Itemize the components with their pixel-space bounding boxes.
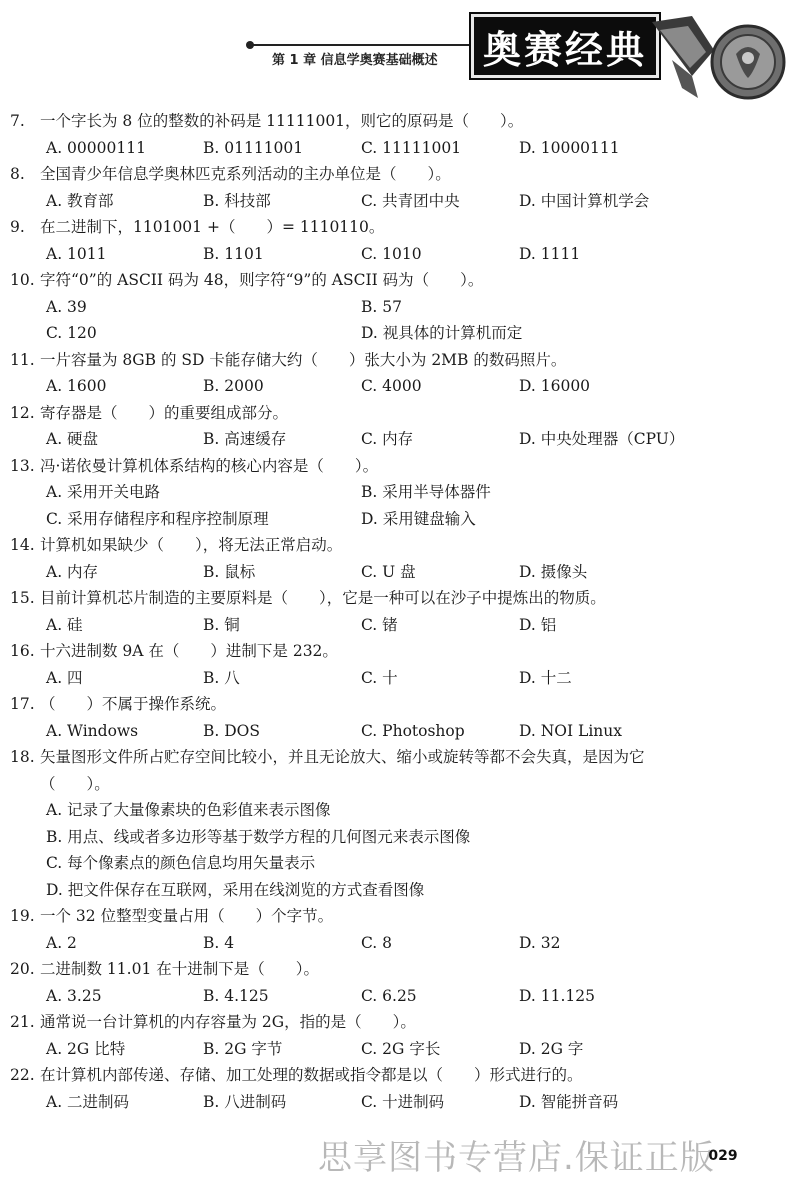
answer-option: A. 硬盘 — [46, 430, 99, 448]
question-text: 通常说一台计算机的内存容量为 2G，指的是（ ）。 — [40, 1013, 416, 1031]
question-stem — [0, 956, 790, 983]
answer-option: B. 1101 — [203, 244, 264, 263]
question-text: 在计算机内部传递、存储、加工处理的数据或指令都是以（ ）形式进行的。 — [40, 1066, 583, 1084]
answer-option: D. 智能拼音码 — [519, 1092, 619, 1111]
answer-option: B. 八进制码 — [203, 1092, 287, 1111]
question-item — [0, 108, 790, 161]
question-stem — [0, 453, 790, 480]
answer-option: D. 把文件保存在互联网，采用在线浏览的方式查看图像 — [46, 880, 425, 899]
options-row — [0, 373, 790, 400]
question-item — [0, 903, 790, 956]
question-text: 寄存器是（ ）的重要组成部分。 — [40, 403, 289, 422]
options-row — [0, 479, 790, 506]
answer-option: B. 4.125 — [203, 986, 269, 1005]
answer-option: C. 120 — [46, 324, 97, 342]
answer-option: D. 视具体的计算机而定 — [361, 324, 523, 342]
question-number: 19. — [10, 907, 35, 925]
answer-option: B. 2000 — [203, 377, 264, 395]
question-stem — [0, 1009, 790, 1036]
options-row — [0, 135, 790, 162]
question-item — [0, 347, 790, 400]
question-number: 12. — [10, 403, 35, 422]
answer-option: B. 01111001 — [203, 138, 304, 157]
answer-option: A. 1011 — [46, 244, 107, 263]
answer-option: D. 中央处理器（CPU） — [519, 430, 685, 448]
answer-option: D. 1111 — [519, 244, 581, 263]
question-number: 13. — [10, 456, 35, 475]
answer-option: D. 十二 — [519, 668, 572, 687]
options-row — [0, 559, 790, 586]
question-item — [0, 161, 790, 214]
question-stem — [0, 638, 790, 665]
options-row — [0, 877, 790, 904]
question-text: 字符“0”的 ASCII 码为 48，则字符“9”的 ASCII 码为（ ）。 — [40, 271, 484, 289]
answer-option: C. 锗 — [361, 615, 398, 634]
answer-option: A. 内存 — [46, 562, 99, 581]
question-stem — [0, 744, 790, 771]
answer-option: B. 铜 — [203, 615, 240, 634]
question-text: 全国青少年信息学奥林匹克系列活动的主办单位是（ ）。 — [40, 165, 451, 183]
question-stem — [0, 1062, 790, 1089]
answer-option: D. 11.125 — [519, 986, 595, 1005]
question-number: 20. — [10, 960, 35, 978]
answer-option: B. 用点、线或者多边形等基于数学方程的几何图元来表示图像 — [46, 827, 471, 846]
answer-option: C. 6.25 — [361, 986, 417, 1005]
options-row — [0, 850, 790, 877]
answer-option: C. U 盘 — [361, 562, 416, 581]
answer-option: A. 1600 — [46, 377, 107, 395]
question-text: 目前计算机芯片制造的主要原料是（ ），它是一种可以在沙子中提炼出的物质。 — [40, 589, 606, 607]
question-number: 9. — [10, 218, 25, 236]
question-text: 十六进制数 9A 在（ ）进制下是 232。 — [40, 642, 338, 660]
question-list — [0, 108, 790, 1115]
answer-option: D. 2G 字 — [519, 1039, 584, 1058]
options-row — [0, 665, 790, 692]
question-stem — [0, 585, 790, 612]
answer-option: A. 2G 比特 — [46, 1039, 126, 1058]
header-rule — [250, 44, 472, 46]
question-number: 14. — [10, 536, 35, 554]
options-row — [0, 1036, 790, 1063]
answer-option: A. 2 — [46, 933, 77, 952]
question-item — [0, 638, 790, 691]
options-row — [0, 1089, 790, 1116]
answer-option: C. 1010 — [361, 244, 422, 263]
brand-title: 奥赛经典 — [482, 27, 647, 72]
question-text: 矢量图形文件所占贮存空间比较小，并且无论放大、缩小或旋转等都不会失真，是因为它 — [40, 748, 645, 766]
question-text: 二进制数 11.01 在十进制下是（ ）。 — [40, 960, 319, 978]
question-stem — [0, 691, 790, 718]
options-row — [0, 188, 790, 215]
answer-option: C. 每个像素点的颜色信息均用矢量表示 — [46, 854, 316, 872]
answer-option: A. 硅 — [46, 615, 83, 634]
answer-option: C. 11111001 — [361, 138, 462, 157]
answer-option: C. 8 — [361, 933, 393, 952]
answer-option: B. 鼠标 — [203, 562, 256, 581]
question-item — [0, 744, 790, 903]
answer-option: B. 57 — [361, 297, 402, 316]
question-number: 22. — [10, 1066, 35, 1084]
question-item — [0, 956, 790, 1009]
question-number: 11. — [10, 350, 35, 369]
question-stem — [0, 532, 790, 559]
answer-option: D. 铝 — [519, 615, 557, 634]
answer-option: C. 采用存储程序和程序控制原理 — [46, 509, 269, 528]
question-text: 一个字长为 8 位的整数的补码是 11111001，则它的原码是（ ）。 — [40, 112, 524, 130]
question-text: 一片容量为 8GB 的 SD 卡能存储大约（ ）张大小为 2MB 的数码照片。 — [40, 350, 567, 369]
answer-option: C. 十进制码 — [361, 1092, 445, 1111]
answer-option: A. 二进制码 — [46, 1092, 130, 1111]
options-row — [0, 426, 790, 453]
question-number: 21. — [10, 1013, 35, 1031]
question-stem — [0, 214, 790, 241]
chapter-title: 第 1 章 信息学奥赛基础概述 — [272, 53, 438, 68]
answer-option: A. 3.25 — [46, 986, 102, 1005]
question-item — [0, 214, 790, 267]
question-text: 在二进制下，1101001 +（ ）= 1110110。 — [40, 218, 385, 236]
question-text: 一个 32 位整型变量占用（ ）个字节。 — [40, 907, 334, 925]
options-row — [0, 506, 790, 533]
page-number: 029 — [708, 1148, 738, 1164]
answer-option: C. 内存 — [361, 430, 414, 448]
question-number: 8. — [10, 165, 25, 183]
answer-option: A. 39 — [46, 297, 87, 316]
question-number: 17. — [10, 695, 35, 713]
answer-option: A. Windows — [46, 721, 139, 740]
question-item — [0, 1062, 790, 1115]
question-number: 15. — [10, 589, 35, 607]
question-text: 计算机如果缺少（ ），将无法正常启动。 — [40, 536, 343, 554]
options-row — [0, 241, 790, 268]
answer-option: B. 八 — [203, 668, 240, 687]
answer-option: C. 2G 字长 — [361, 1039, 441, 1058]
question-number: 10. — [10, 271, 35, 289]
options-row — [0, 320, 790, 347]
question-text: （ ）不属于操作系统。 — [40, 695, 227, 713]
answer-option: C. 共青团中央 — [361, 191, 460, 210]
answer-option: C. Photoshop — [361, 721, 465, 740]
answer-option: D. 32 — [519, 933, 561, 952]
question-item — [0, 1009, 790, 1062]
answer-option: A. 00000111 — [46, 138, 146, 157]
question-text-continued: （ ）。 — [40, 774, 110, 793]
question-stem — [0, 347, 790, 374]
answer-option: A. 四 — [46, 668, 83, 687]
answer-option: B. 4 — [203, 933, 235, 952]
answer-option: B. DOS — [203, 721, 260, 740]
question-item — [0, 267, 790, 347]
answer-option: B. 采用半导体器件 — [361, 483, 491, 501]
question-stem — [0, 161, 790, 188]
options-row — [0, 612, 790, 639]
question-stem-continued — [0, 771, 790, 798]
question-item — [0, 532, 790, 585]
question-item — [0, 400, 790, 453]
page-header — [0, 0, 790, 105]
question-stem — [0, 267, 790, 294]
answer-option: D. 摄像头 — [519, 562, 588, 581]
question-number: 16. — [10, 642, 35, 660]
answer-option: D. NOI Linux — [519, 721, 623, 740]
options-row — [0, 718, 790, 745]
options-row — [0, 294, 790, 321]
answer-option: D. 中国计算机学会 — [519, 191, 650, 210]
options-row — [0, 797, 790, 824]
options-row — [0, 930, 790, 957]
answer-option: D. 16000 — [519, 377, 591, 395]
brand-badge — [471, 14, 659, 78]
answer-option: A. 采用开关电路 — [46, 483, 161, 501]
answer-option: D. 10000111 — [519, 138, 620, 157]
medal-icon — [652, 10, 790, 106]
question-stem — [0, 903, 790, 930]
question-stem — [0, 108, 790, 135]
answer-option: D. 采用键盘输入 — [361, 509, 476, 528]
question-item — [0, 453, 790, 533]
answer-option: A. 记录了大量像素块的色彩值来表示图像 — [46, 801, 331, 819]
answer-option: C. 十 — [361, 668, 398, 687]
question-item — [0, 585, 790, 638]
question-text: 冯·诺依曼计算机体系结构的核心内容是（ ）。 — [40, 456, 379, 475]
answer-option: A. 教育部 — [46, 191, 114, 210]
answer-option: B. 科技部 — [203, 191, 271, 210]
answer-option: B. 高速缓存 — [203, 430, 287, 448]
question-number: 18. — [10, 748, 35, 766]
question-number: 7. — [10, 112, 25, 130]
store-watermark: 思享图书专营店.保证正版 — [318, 1138, 715, 1178]
answer-option: B. 2G 字节 — [203, 1039, 283, 1058]
answer-option: C. 4000 — [361, 377, 422, 395]
question-item — [0, 691, 790, 744]
options-row — [0, 824, 790, 851]
question-stem — [0, 400, 790, 427]
options-row — [0, 983, 790, 1010]
